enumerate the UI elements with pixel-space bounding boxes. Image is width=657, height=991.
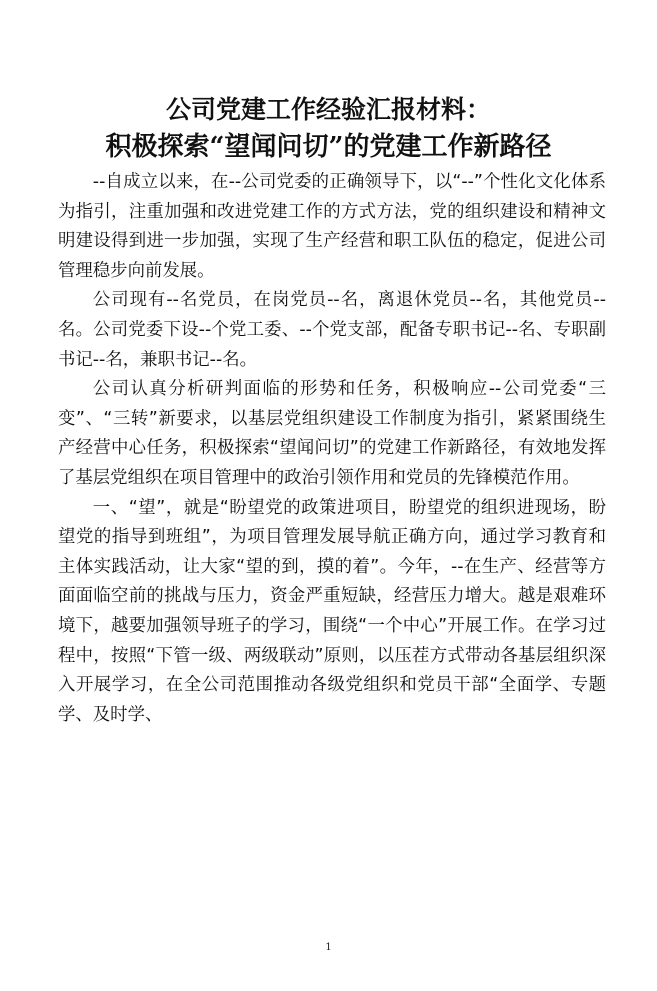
paragraph-intro: --自成立以来，在--公司党委的正确领导下，以“--”个性化文化体系为指引，注重加强和改进党建工作的方式方法，党的组织建设和精神文明建设得到进一步加强，实现了生产经营和职工队伍的稳定，促进公司管理稳步向前发展。 xyxy=(58,172,606,281)
document-body xyxy=(58,168,606,730)
paragraph-membership: 公司现有--名党员，在岗党员--名，离退休党员--名，其他党员--名。公司党委下设--个党工委、--个党支部，配备专职书记--名、专职副书记--名，兼职书记--名。 xyxy=(58,290,606,370)
document-title-line-1: 公司党建工作经验汇报材料： xyxy=(165,95,491,124)
document-title-line-2: 积极探索“望闻问切”的党建工作新路径 xyxy=(105,132,552,162)
paragraph-overview: 公司认真分析研判面临的形势和任务，积极响应--公司党委“三变”、“三转”新要求，以基层党组织建设工作制度为指引，紧紧围绕生产经营中心任务，积极探索“望闻问切”的党建工作新路径，有效地发挥了基层党组织在项目管理中的政治引领作用和党员的先锋模范作用。 xyxy=(58,379,606,488)
paragraph-section-wang: 一、“望”，就是“盼望党的政策进项目，盼望党的组织进现场，盼望党的指导到班组”，为项目管理发展导航正确方向，通过学习教育和主体实践活动，让大家“望的到，摸的着”。今年，--在生产、经营等方面面临空前的挑战与压力，资金严重短缺，经营压力增大。越是艰难环境下，越要加强领导班子的学习，围绕“一个中心”开展工作。在学习过程中，按照“下管一级、两级联动”原则，以压茬方式带动各基层组织深入开展学习，在全公司范围推动各级党组织和党员干部“全面学、专题学、及时学、 xyxy=(58,497,606,725)
page-number: 1 xyxy=(325,942,332,953)
